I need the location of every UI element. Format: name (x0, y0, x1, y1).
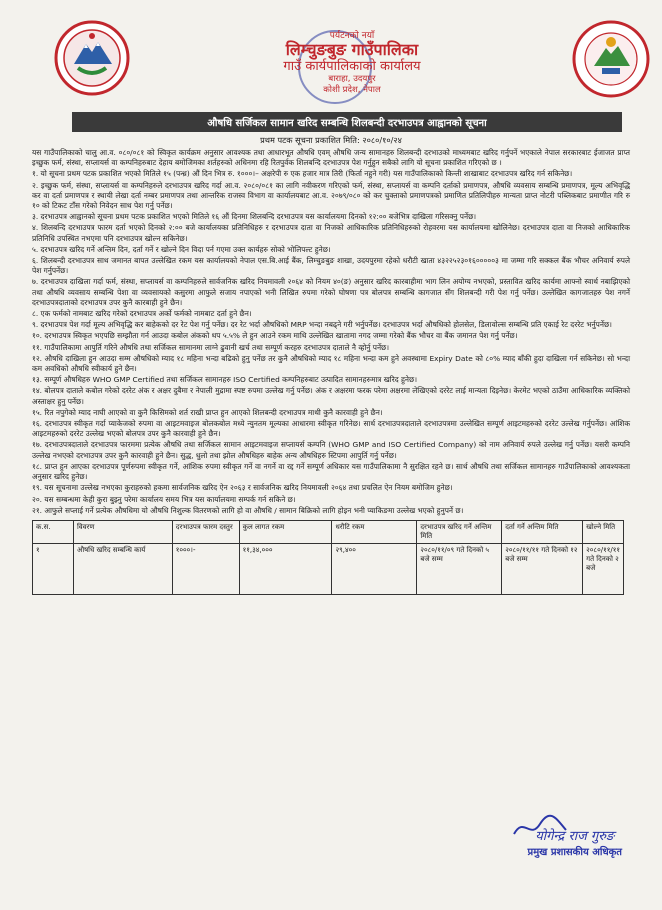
clause-15: १५. रित नपुगेको म्याद नाघी आएको वा कुनै किसिमको शर्त राखी प्राप्त हुन आएको शिलबन्दी दरभाउपत्र माथी कुनै कारवाही हुने छैन। (32, 407, 383, 417)
signatory-name: योगेन्द्र राज गुरुङ (535, 829, 615, 844)
clause-4: ४. शिलबन्दि दरभाउपत्र फारम दर्ता भएको दिनको २:०० बजे कार्यालयका प्रतिनिधिहरु र दरभाउपत्र दाता वा निजको आधिकारिक प्रतिनिधिहरुको रोहवरमा यस कार्यालयमा खोलिनेछ। दरभाउपत्र दाता वा निजको आधिकारिक प्रतिनिधि उपस्थित नभएमा पनि दरभाउपत्र खोल्न सकिनेछ। (32, 223, 630, 243)
municipality-name: लिम्चुङबुङ गाउँपालिका (285, 40, 419, 59)
cell-deposit: २९,४०० (332, 543, 417, 594)
cell-total-cost: ११,३४,००० (239, 543, 332, 594)
clause-8: ८. एक फर्मको नामबाट खरिद गरेको दरभाउपत्र अर्को फर्मको नामबाट दर्ता हुने छैन। (32, 309, 252, 319)
col-purchase-deadline: दरभाउपत्र खरिद गर्ने अन्तिम मिति (417, 520, 502, 543)
municipality-logo-icon (572, 20, 650, 98)
clause-21: २१. आफुले सप्लाई गर्ने प्रत्येक औषधिमा यो औषधि निशुल्क वितरणको लागि हो वा औषधि / सामान बिक्रिको लागि होइन भनी प्याकिङमा उल्लेख भएको हुनुपर्ने छ। (32, 505, 464, 515)
tender-table (32, 520, 624, 595)
col-total-cost: कुल लागत रकम (239, 520, 332, 543)
intro-paragraph: यस गाउँपालिकाको चालु आ.व. ०८०/०८१ को स्विकृत कार्यक्रम अनुसार आवश्यक तथा आधारभूत औषधि एवम् औषधि जन्य सामानहरु शिलबन्दी दरभाउको माध्यमबाट खरिद गर्नुपर्ने भएकाले नेपाल सरकारबाट ईजाजत प्राप्त इच्छुक फर्म, संस्था, सप्लायर्स वा कम्पनिहरुबाट देहाय बमोजिमका शर्तहरुको अधिनमा रहि रितपुर्वक शिलबन्दि दरभाउपत्र पेश गर्नुहुन सबैको लागि यो सूचना प्रकाशित गरिएको छ । (32, 148, 630, 168)
signatory-title: प्रमुख प्रशासकीय अधिकृत (527, 847, 622, 858)
clause-1: १. यो सूचना प्रथम पटक प्रकाशित भएको मितिले १५ (पन्ध्र) औं दिन भित्र रु. १०००।– अक्षरेपी रु एक हजार मात्र तिरी (फिर्ता नहुने गरी) यस गाउँपालिकाको किन्ती शाखाबाट दरभाउपत्र खरिद गर्न सकिनेछ। (32, 169, 573, 179)
clause-7: ७. दरभाउपत्र दाखिला गर्दा फर्म, संस्था, सप्लायर्स वा कम्पनिहरुले सार्वजनिक खरिद नियमावली २०६४ को नियम ४०(ङ) अनुसार खरिद कारबाहीमा भाग लिन अयोग्य नभएको, प्रस्तावित खरिद कार्यमा आफ्नो स्वार्थ नबाझिएको तथा औषधि व्यवसाय सम्बन्धि पेशा वा व्यवसायको कसुरमा आफुले सजाय नपाएको भनी लिखित रुपमा गरेको घोषणा पत्र बोलपत्र सम्बन्धि कागजात सँग शिलबन्दी गरी पेश गर्नु पर्नेछ। उल्लेखित कागजातहरु पेश नगर्ने दरभाउपत्रदाताको दरभाउपत्र उपर कुनै कारबाही हुने छैन। (32, 277, 630, 307)
cell-purchase-deadline: २०८०/११/०९ गते दिनको ५ बजे सम्म (417, 543, 502, 594)
address-line-2: कोशी प्रदेश, नेपाल (323, 85, 381, 95)
col-description: विवरण (73, 520, 172, 543)
cell-form-fee: १०००।- (172, 543, 239, 594)
clause-2: २. इच्छुक फर्म, संस्था, सप्लायर्स वा कम्पनिहरुले दरभाउपत्र खरिद गर्दा आ.व. २०८०/०८१ का लागि नवीकरण गरिएको फर्म, संस्था, सप्लायर्स वा कम्पनि दर्ताको प्रमाणपत्र, औषधि व्यवसाय सम्बन्धि प्रमाणपत्र, मूल्य अभिवृद्धि कर वा दर्ता प्रमाणपत्र र स्थायी लेखा दर्ता नम्बर प्रमाणपत्र तथा आन्तरिक राजस्व विभाग वा कार्यालयबाट आ.व. २०७९/०८० को कर चुक्ताको प्रमाणपत्रको प्रमाणित प्रतिलिपीहरु मान्यता प्राप्त नोटरी पब्लिकबाट प्रमाणीत गरि रु १० को टिकट टाँस गरेको निवेदन साथ पेश गर्नु पर्नेछ। (32, 180, 630, 211)
col-serial: क.स. (33, 520, 74, 543)
cell-opening-date: २०८०/११/११ गते दिनको २ बजे (583, 543, 624, 594)
col-deposit: धरौटि रकम (332, 520, 417, 543)
clause-6: ६. शिलबन्दी दरभाउपत्र साथ जमानत बापत उल्लेखित रकम यस कार्यालयको नेपाल एस.बि.आई बैंक, लिम्चुङबुङ शाखा, उदयपुरमा रहेको धरौटी खाता ४३२२५२३०१६०००००३ मा जम्मा गरि सक्कल बैंक भौचर अनिवार्य रुपले पेश गर्नुपर्नेछ। (32, 256, 630, 276)
col-opening-date: खोल्ने मिति (583, 520, 624, 543)
clause-18: १८. प्राप्त हुन आएका दरभाउपत्र पूर्णरुपमा स्वीकृत गर्ने, आंशिक रुपमा स्वीकृत गर्ने वा नगर्ने वा रद्द गर्ने सम्पूर्ण अधिकार यस गाउँपालिकामा नै सुरक्षित रहने छ। सार्थ औषधि तथा सर्जिकल सामानहरु गाउँपालिकाको आवश्यकता अनुसार खरिद हुनेछ। (32, 461, 630, 482)
clause-20: २०. यस सम्बन्धमा केही कुरा बुझ्नु परेमा कार्यालय समय भित्र यस कार्यालयमा सम्पर्क गर्न सकिने छ। (32, 494, 296, 504)
clause-9: ९. दरभाउपत्र पेश गर्दा मूल्य अभिवृद्धि कर बाहेकको दर रेट पेश गर्नु पर्नेछ। दर रेट भर्दा औषधिको MRP भन्दा नबढ्ने गरी भर्नुपर्नेछ। दरभाउपत्र भर्दा औषधिको होलसेल, डिलावोल्स सम्बन्धि प्रति एकाई रेट दररेट भर्नुपर्नेछ। (32, 320, 612, 330)
clause-19: १९. यस सूचनामा उल्लेख नभएका कुराहरुको हकमा सार्वजनिक खरिद ऐन २०६३ र सार्वजनिक खरिद नियमावली २०६४ तथा प्रचलित ऐन नियम बमोजिम हुनेछ। (32, 483, 453, 493)
clause-12: १२. औषधि दाखिला हुन आउदा सम्म औषधिको म्याद १८ महिना भन्दा बढिको हुनु पर्नेछ तर कुनै औषधिको म्याद १८ महिना भन्दा कम हुने अवस्थामा Expiry Date को ८०% म्याद बाँकी हुदा दाखिला गर्न सकिनेछ। सो भन्दा कम अवधिको औषधि स्वीकार्य हुने छैन। (32, 353, 630, 374)
clause-14: १४. बोलपत्र दाताले कबोल गरेको दररेट अंक र अक्षर दुबैमा र नेपाली मुद्रामा स्पष्ट रुपमा उल्लेख गर्नु पर्नेछ। अंक र अक्षरमा फरक परेमा अक्षरमा लेखिएको दररेट लाई मान्यता दिइनेछ। केरमेट भएको ठाउँमा आधिकारिक व्यक्तिको अस्ताक्षर हुनु पर्नेछ। (32, 386, 630, 406)
cell-registration-deadline: २०८०/११/११ गते दिनको १२ बजे सम्म (502, 543, 583, 594)
clause-17: १७. दरभाउपत्रदाताले दरभाउपत्र फारममा प्रत्येक औषधि तथा सर्जिकल सामान आइटमवाइज सप्लायर्स कम्पनि (WHO GMP and ISO Certified Company) को नाम अनिवार्य रुपले उल्लेख गर्नु पर्नेछ। यसरी कम्पनि उल्लेख नभएको दरभाउपत्र उपर कुनै कारवाही हुने छैन। सुद्ध, धुलो तथा झोल औषधिहरु बाहेक अन्य औषधिहरु स्टिपमा आपुर्ति गर्नु पर्नेछ। (32, 440, 630, 460)
table-row (33, 543, 624, 594)
letterhead-text (202, 28, 502, 96)
clause-5: ५. दरभाउपत्र खरिद गर्ने अन्तिम दिन, दर्ता गर्ने र खोल्ने दिन विदा पर्न गएमा उक्त कार्यहरु सोको भोलिपल्ट हुनेछ। (32, 244, 331, 254)
col-form-fee: दरभाउपत्र फारम दस्तुर (172, 520, 239, 543)
table-header-row (33, 520, 624, 543)
notice-title: औषधि सर्जिकल सामान खरिद सम्बन्धि शिलबन्दी दरभाउपत्र आह्वानको सूचना (72, 112, 622, 132)
cell-description: औषधि खरिद सम्बन्धि कार्य (73, 543, 172, 594)
office-name: गाउँ कार्यपालिकाको कार्यालय (283, 59, 421, 74)
signature-block (528, 826, 622, 858)
clause-16: १६. दरभाउपत्र स्वीकृत गर्दा प्याकेजको रुपमा वा आइटमवाइज बोलकबोल मध्ये न्युनतम मूल्यका आधारमा स्वीकृत गरिनेछ। सार्थ दरभाउपत्रदाताले दरभाउपत्रमा उल्लेखित सम्पूर्ण आइटमहरुको दररेट उल्लेख गर्नुपर्नेछ। आंशिक आइटमहरुको दररेट उल्लेख भएको बोलपत्र उपर कुनै कारवाही हुने छैन। (32, 419, 630, 439)
notice-body (32, 148, 630, 516)
publish-date: प्रथम पटक सूचना प्रकाशित मिति: २०८०/१०/२४ (260, 135, 402, 145)
clause-13: १३. सम्पूर्ण औषधिहरु WHO GMP Certified तथा सर्जिकल सामानहरु ISO Certified कम्पनिहरुबाट उत्पादित सामानहरुमात्र खरिद हुनेछ। (32, 375, 417, 385)
clause-10: १०. दरभाउपत्र स्विकृत भएपछि सम्झौता गर्न आउदा कबोल अंकको थप ५.५% ले हुन आउने रकम माथि उल्लेखित खातामा नगद जम्मा गरेको बैंक भौचर वा बैंक जमानत पेश गर्नु पर्नेछ। (32, 331, 518, 341)
tourism-slogan: पर्यटनको नयाँ (329, 31, 375, 41)
nepal-emblem-icon (54, 20, 130, 96)
address-line-1: बाराहा, उदयपुर (328, 74, 376, 84)
clause-11: ११. गाउँपालिकामा आपुर्ति गरिने औषधि तथा सर्जिकल सामानमा लाग्ने ढुवानी खर्च तथा सम्पूर्ण करहरु दरभाउपत्र दाताले नै व्होर्नु पर्नेछ। (32, 342, 390, 352)
clause-3: ३. दरभाउपत्र आह्वानको सूचना प्रथम पटक प्रकाशित भएको मितिले १६ औं दिनमा शिलबन्दि दरभाउपत्र यस कार्यालयमा दिनको १२:०० बजेभित्र दाखिला गरिसक्नु पर्नेछ। (32, 212, 477, 222)
letterhead (32, 0, 630, 112)
col-registration-deadline: दर्ता गर्ने अन्तिम मिति (502, 520, 583, 543)
cell-serial: १ (33, 543, 74, 594)
